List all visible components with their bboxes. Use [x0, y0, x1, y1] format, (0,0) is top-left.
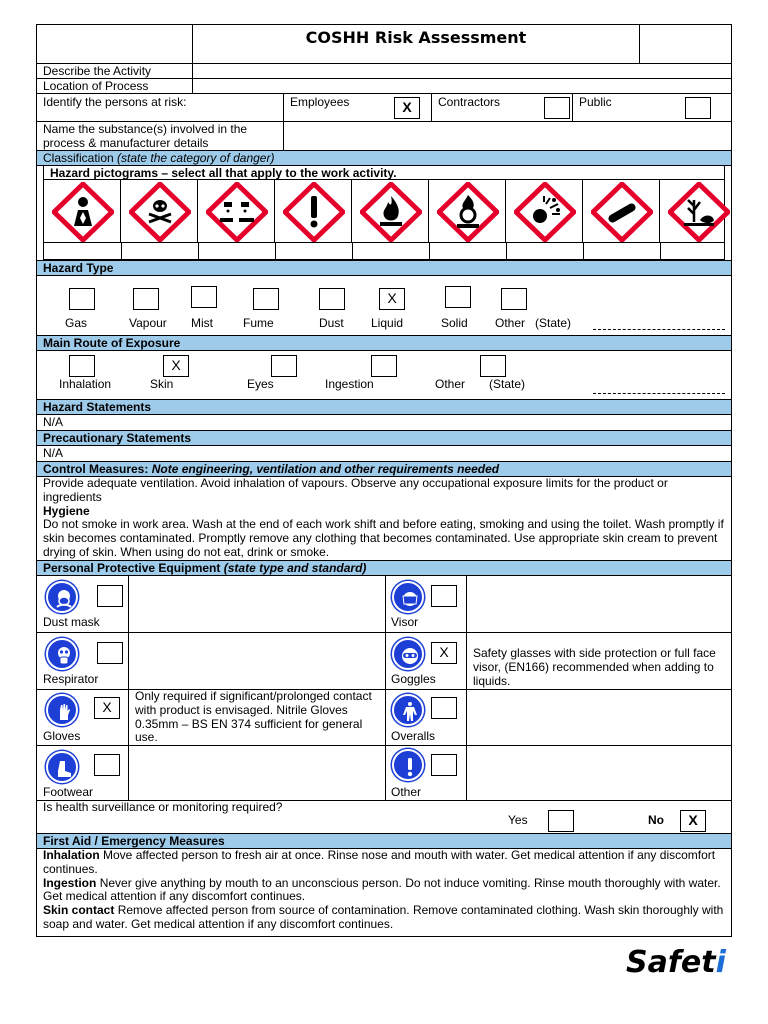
ppe-bar	[37, 561, 731, 576]
ghs-environment-icon[interactable]	[660, 180, 728, 242]
dust-mask-checkbox[interactable]	[97, 585, 123, 607]
substance-input[interactable]	[283, 122, 731, 150]
location-input[interactable]	[192, 79, 731, 93]
other-hazard-checkbox[interactable]	[501, 288, 527, 310]
activity-input[interactable]	[192, 64, 731, 78]
route-bar: Main Route of Exposure	[37, 336, 731, 351]
other-ppe-label: Other	[391, 785, 422, 799]
surveillance-yes-checkbox[interactable]	[548, 810, 574, 832]
liquid-label: Liquid	[371, 316, 404, 330]
precautionary-bar: Precautionary Statements	[37, 431, 731, 446]
yes-label: Yes	[508, 813, 528, 827]
no-label: No	[648, 813, 664, 827]
control-text	[37, 477, 731, 561]
surveillance-question: Is health surveillance or monitoring required?	[43, 800, 283, 814]
surveillance-no-checkbox[interactable]: X	[680, 810, 706, 832]
persons-label: Identify the persons at risk:	[43, 95, 187, 109]
hazard-type-bar: Hazard Type	[37, 261, 731, 276]
exclamation-icon	[392, 749, 424, 781]
location-row	[37, 79, 731, 94]
respirator-label: Respirator	[43, 672, 99, 686]
hazard-statements-value: N/A	[43, 415, 64, 429]
gas-label: Gas	[65, 316, 88, 330]
activity-row	[37, 64, 731, 79]
control-ventilation-text: Provide adequate ventilation. Avoid inhalation of vapours. Observe any occupational exposure limits for the product or ingredients	[43, 476, 668, 504]
hazard-statements-bar: Hazard Statements	[37, 400, 731, 415]
pictogram-table	[43, 166, 725, 260]
employees-cell	[283, 94, 431, 121]
route-section	[37, 336, 731, 400]
surveillance-row	[37, 801, 731, 834]
first-aid-inhalation	[43, 849, 725, 877]
respirator-checkbox[interactable]	[97, 642, 123, 664]
mist-label: Mist	[191, 316, 213, 330]
inhalation-text: Move affected person to fresh air at once. Rinse nose and mouth with water. Get medical attention if any discomfort continues.	[43, 848, 716, 876]
inhalation-heading: Inhalation	[43, 848, 100, 862]
title-row	[37, 25, 731, 64]
gloves-checkbox[interactable]: X	[94, 697, 120, 719]
precautionary-section	[37, 431, 731, 462]
footwear-checkbox[interactable]	[94, 754, 120, 776]
logo-text: Safet	[626, 945, 716, 980]
ghs-gas-cylinder-icon[interactable]	[583, 180, 660, 242]
public-label: Public	[579, 95, 612, 109]
overalls-checkbox[interactable]	[431, 697, 457, 719]
ghs-health-hazard-icon[interactable]	[44, 180, 121, 242]
employees-checkbox[interactable]: X	[394, 97, 420, 119]
title-right-cell	[639, 25, 731, 63]
visor-label: Visor	[391, 615, 419, 629]
gloves-note: Only required if significant/prolonged contact with product is envisaged. Nitrile Gloves 0.35mm – BS EN 374 sufficient for general use.	[135, 689, 372, 745]
classification-label: Classification	[43, 151, 114, 165]
eyes-checkbox[interactable]	[271, 355, 297, 377]
classification-bar	[37, 151, 731, 166]
footwear-label: Footwear	[43, 785, 94, 799]
gas-checkbox[interactable]	[69, 288, 95, 310]
visor-checkbox[interactable]	[431, 585, 457, 607]
classification-hint: (state the category of danger)	[117, 151, 275, 165]
ghs-corrosive-icon[interactable]	[198, 180, 275, 242]
dust-mask-label: Dust mask	[43, 615, 100, 629]
first-aid-section	[37, 834, 731, 936]
dust-label: Dust	[319, 316, 344, 330]
activity-label: Describe the Activity	[43, 64, 152, 78]
inhalation-checkbox[interactable]	[69, 355, 95, 377]
mist-checkbox[interactable]	[191, 286, 217, 308]
skin-label: Skin	[150, 377, 174, 391]
hygiene-text: Do not smoke in work area. Wash at the end of each work shift and before eating, smoking and using the toilet. Wash promptly if skin becomes contaminated. Promptly remove any clothing that becomes contaminated. Use appropriate skin cream to prevent drying of skin. When using do not eat, drink or smoke.	[43, 517, 724, 559]
fume-label: Fume	[243, 316, 274, 330]
first-aid-ingestion	[43, 877, 725, 905]
persons-row	[37, 94, 731, 122]
contractors-checkbox[interactable]	[544, 97, 570, 119]
dust-checkbox[interactable]	[319, 288, 345, 310]
pictogram-header: Hazard pictograms – select all that apply to the work activity.	[44, 166, 724, 180]
control-section	[37, 462, 731, 561]
skin-contact-heading: Skin contact	[43, 903, 115, 918]
liquid-checkbox[interactable]: X	[379, 288, 405, 310]
page-title: COSHH Risk Assessment	[305, 28, 527, 47]
gloves-icon	[46, 694, 78, 726]
skin-contact-text: Remove affected person from source of contamination. Remove contaminated clothing. Wash skin thoroughly with soap and water. Get medical attention if any discomfort continues.	[43, 903, 724, 931]
fume-checkbox[interactable]	[253, 288, 279, 310]
other-ppe-checkbox[interactable]	[431, 754, 457, 776]
title-cell	[192, 25, 639, 63]
hygiene-heading: Hygiene	[43, 503, 90, 518]
goggles-checkbox[interactable]: X	[431, 642, 457, 664]
solid-checkbox[interactable]	[445, 286, 471, 308]
pictogram-select-row	[44, 242, 724, 259]
control-label: Control Measures:	[43, 462, 149, 476]
other-route-state-field[interactable]	[593, 393, 725, 394]
substance-label: Name the substance(s) involved in the process & manufacturer details	[43, 122, 248, 150]
ghs-explosive-icon[interactable]	[506, 180, 583, 242]
contractors-label: Contractors	[438, 95, 501, 109]
other-hazard-label: Other	[495, 316, 526, 330]
ingestion-checkbox[interactable]	[371, 355, 397, 377]
ppe-label: Personal Protective Equipment	[43, 561, 221, 575]
coshh-form	[36, 24, 732, 937]
public-cell	[572, 94, 731, 121]
control-hint: Note engineering, ventilation and other requirements needed	[151, 462, 500, 476]
first-aid-bar: First Aid / Emergency Measures	[37, 834, 731, 849]
first-aid-text	[37, 849, 731, 933]
public-checkbox[interactable]	[685, 97, 711, 119]
contractors-cell	[431, 94, 572, 121]
dust-mask-icon	[46, 581, 78, 613]
footwear-icon	[46, 751, 78, 783]
safeti-logo	[626, 946, 726, 981]
ghs-oxidising-icon[interactable]	[429, 180, 506, 242]
first-aid-skin	[43, 904, 725, 932]
other-route-checkbox[interactable]	[480, 355, 506, 377]
ingestion-heading: Ingestion	[43, 875, 97, 890]
ingestion-text: Never give anything by mouth to an unconscious person. Do not induce vomiting. Rinse mouth thoroughly with water. Get medical attention if any discomfort continues.	[43, 875, 721, 904]
ppe-section	[37, 561, 731, 801]
employees-label: Employees	[290, 95, 350, 109]
gloves-label: Gloves	[43, 729, 81, 743]
respirator-icon	[46, 638, 78, 670]
goggles-note: Safety glasses with side protection or full face visor, (EN166) recommended when adding to liquids.	[473, 646, 716, 688]
logo-accent: i	[715, 945, 726, 980]
vapour-checkbox[interactable]	[133, 288, 159, 310]
ppe-hint: (state type and standard)	[223, 561, 367, 575]
overalls-icon	[392, 694, 424, 726]
inhalation-label: Inhalation	[59, 377, 112, 391]
classification-section	[37, 151, 731, 261]
ghs-exclamation-icon[interactable]	[275, 180, 352, 242]
other-hazard-state-label: (State)	[535, 316, 572, 330]
substance-row	[37, 122, 731, 151]
solid-label: Solid	[441, 316, 468, 330]
vapour-label: Vapour	[129, 316, 167, 330]
hazard-statements-section	[37, 400, 731, 431]
hazard-type-section	[37, 261, 731, 336]
other-route-state-label: (State)	[489, 377, 526, 391]
other-route-label: Other	[435, 377, 466, 391]
ghs-flammable-icon[interactable]	[352, 180, 429, 242]
precautionary-value: N/A	[43, 446, 64, 460]
goggles-icon	[392, 638, 424, 670]
ingestion-label: Ingestion	[325, 377, 374, 391]
ghs-toxic-icon[interactable]	[121, 180, 198, 242]
visor-icon	[392, 581, 424, 613]
skin-checkbox[interactable]: X	[163, 355, 189, 377]
control-bar	[37, 462, 731, 477]
location-label: Location of Process	[43, 79, 149, 93]
overalls-label: Overalls	[391, 729, 436, 743]
eyes-label: Eyes	[247, 377, 274, 391]
other-hazard-state-field[interactable]	[593, 329, 725, 330]
goggles-label: Goggles	[391, 672, 436, 686]
